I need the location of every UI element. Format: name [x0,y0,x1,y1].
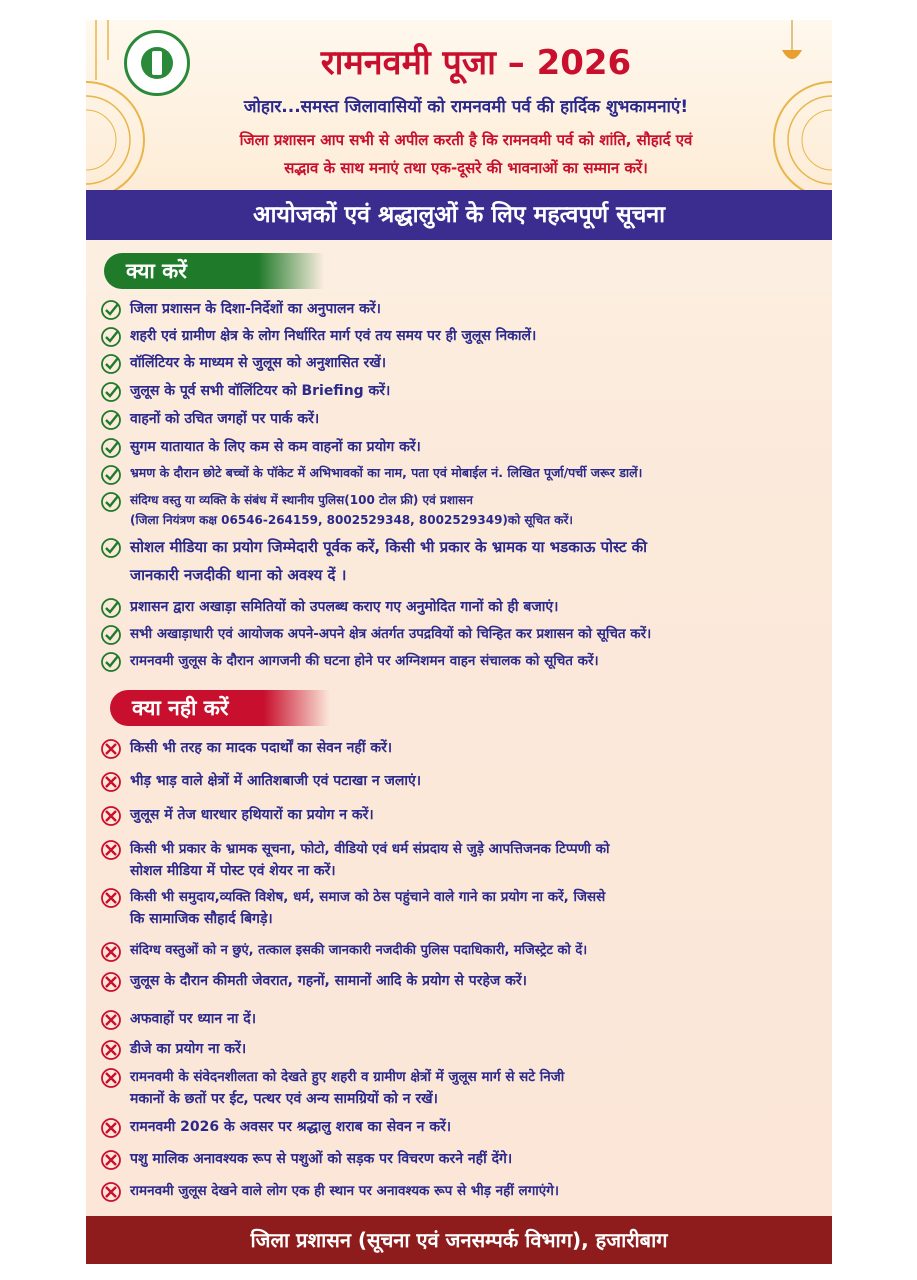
check-icon [100,624,122,646]
do-item-text: संदिग्ध वस्तु या व्यक्ति के संबंध में स्थानीय पुलिस(100 टोल फ्री) एवं प्रशासन [130,493,473,507]
dont-item [100,940,820,963]
dont-item-text: जुलूस में तेज धारधार हथियारों का प्रयोग न करें। [130,807,374,823]
appeal-line-1: जिला प्रशासन आप सभी से अपील करती है कि रामनवमी पर्व को शांति, सौहार्द एवं [239,131,693,149]
dont-item-continuation [130,1088,832,1110]
do-item-text: सोशल मीडिया का प्रयोग जिम्मेदारी पूर्वक करें, किसी भी प्रकार के भ्रामक या भडकाऊ पोस्ट की [130,538,648,556]
cross-icon [100,1149,122,1171]
do-item [100,352,820,375]
do-item [100,596,820,619]
do-item-text: सभी अखाड़ाधारी एवं आयोजक अपने-अपने क्षेत्र अंतर्गत उपद्रवियों को चिन्हित कर प्रशासन को सूचित करें। [130,626,652,642]
cross-icon [100,1039,122,1061]
dont-item [100,1116,820,1139]
dont-item-text: रामनवमी 2026 के अवसर पर श्रद्धालु शराब का सेवन न करें। [130,1119,452,1135]
do-item-text: जानकारी नजदीकी थाना को अवश्य दें । [130,566,347,584]
dont-item-text: रामनवमी जुलूस देखने वाले लोग एक ही स्थान पर अनावश्यक रूप से भीड़ नहीं लगाएंगे। [130,1183,559,1199]
dont-item-text: मकानों के छतों पर ईट, पत्थर एवं अन्य सामग्रियों को न रखें। [130,1091,438,1107]
check-icon [100,491,122,513]
dont-item-continuation [130,908,832,930]
check-icon [100,651,122,673]
do-item [100,623,820,646]
do-item [100,380,820,403]
dont-item [100,804,820,827]
do-item-continuation [130,510,832,530]
check-icon [100,353,122,375]
cross-icon [100,771,122,793]
do-item [100,536,820,559]
dont-item [100,737,820,760]
dont-item-text: किसी भी प्रकार के भ्रामक सूचना, फोटो, वीडियो एवं धर्म संप्रदाय से जुड़े आपत्तिजनक टिप्पणी को [130,841,610,857]
do-item [100,650,820,673]
dont-item [100,1066,820,1089]
check-icon [100,464,122,486]
cross-icon [100,1009,122,1031]
cross-icon [100,1117,122,1139]
dont-item-text: जुलूस के दौरान कीमती जेवरात, गहनों, सामानों आदि के प्रयोग से परहेज करें। [130,973,527,989]
do-item-text: सुगम यातायात के लिए कम से कम वाहनों का प्रयोग करें। [130,439,421,455]
appeal-text [146,126,786,182]
dont-item [100,770,820,793]
dont-item-text: संदिग्ध वस्तुओं को न छुएं, तत्काल इसकी जानकारी नजदीकी पुलिस पदाधिकारी, मजिस्ट्रेट को दें। [130,943,588,958]
do-item [100,408,820,431]
notice-poster [86,20,832,1264]
cross-icon [100,1181,122,1203]
dont-item [100,838,820,861]
jharkhand-emblem-logo [124,30,190,96]
dont-item [100,1038,820,1061]
dont-item-text: पशु मालिक अनावश्यक रूप से पशुओं को सड़क पर विचरण करने नहीं देंगे। [130,1151,513,1167]
cross-icon [100,941,122,963]
cross-icon [100,738,122,760]
cross-icon [100,1067,122,1089]
dont-item-text: किसी भी तरह का मादक पदार्थों का सेवन नहीं करें। [130,740,393,756]
check-icon [100,597,122,619]
dont-item [100,970,820,993]
do-item-text: जुलूस के पूर्व सभी वॉलिंटियर को Briefing करें। [130,383,391,399]
dont-item [100,886,820,909]
do-item [100,325,820,348]
dont-item-text: सोशल मीडिया में पोस्ट एवं शेयर ना करें। [130,863,336,879]
do-item-text: प्रशासन द्वारा अखाड़ा समितियों को उपलब्ध कराए गए अनुमोदित गानों को ही बजाएं। [130,599,559,615]
cross-icon [100,887,122,909]
check-icon [100,299,122,321]
dont-item-text: डीजे का प्रयोग ना करें। [130,1041,247,1057]
dont-item-text: कि सामाजिक सौहार्द बिगड़े। [130,911,273,927]
do-item-text: जिला प्रशासन के दिशा-निर्देशों का अनुपालन करें। [130,301,381,317]
check-icon [100,381,122,403]
do-item-text: (जिला नियंत्रण कक्ष 06546-264159, 8002529348, 8002529349)को सूचित करें। [130,513,573,527]
do-item [100,298,820,321]
do-item [100,436,820,459]
dos-heading: क्या करें [104,253,324,289]
poster-header [86,20,832,194]
cross-icon [100,839,122,861]
greeting-text: जोहार...समस्त जिलावासियों को रामनवमी पर्व की हार्दिक शुभकामनाएं! [243,97,689,117]
donts-heading: क्या नही करें [110,690,330,726]
do-item [100,463,820,486]
dont-item-text: रामनवमी के संवेदनशीलता को देखते हुए शहरी व ग्रामीण क्षेत्रों में जुलूस मार्ग से सटे निजी [130,1069,565,1085]
check-icon [100,437,122,459]
do-item-text: वॉलिंटियर के माध्यम से जुलूस को अनुशासित रखें। [130,355,387,371]
do-item-continuation [130,564,832,586]
dont-item [100,1008,820,1031]
dont-item [100,1180,820,1203]
poster-title: रामनवमी पूजा – 2026 [320,43,632,83]
do-item-text: शहरी एवं ग्रामीण क्षेत्र के लोग निर्धारित मार्ग एवं तय समय पर ही जुलूस निकालें। [130,328,537,344]
check-icon [100,537,122,559]
dont-item-text: अफवाहों पर ध्यान ना दें। [130,1011,257,1027]
appeal-line-2: सद्भाव के साथ मनाएं तथा एक-दूसरे की भावनाओं का सम्मान करें। [284,159,648,177]
important-notice-banner: आयोजकों एवं श्रद्धालुओं के लिए महत्वपूर्ण सूचना [86,190,832,240]
dont-item-text: किसी भी समुदाय,व्यक्ति विशेष, धर्म, समाज को ठेस पहुंचाने वाले गाने का प्रयोग ना करें, जिससे [130,889,606,905]
do-item-text: रामनवमी जुलूस के दौरान आगजनी की घटना होने पर अग्निशमन वाहन संचालक को सूचित करें। [130,653,599,669]
check-icon [100,409,122,431]
do-item-text: वाहनों को उचित जगहों पर पार्क करें। [130,411,320,427]
cross-icon [100,805,122,827]
footer-issuer: जिला प्रशासन (सूचना एवं जनसम्पर्क विभाग), हजारीबाग [86,1216,832,1264]
do-item-text: भ्रमण के दौरान छोटे बच्चों के पॉकेट में अभिभावकों का नाम, पता एवं मोबाईल नं. लिखित पूर्जा/पर्ची जरूर डालें। [130,465,643,480]
check-icon [100,326,122,348]
cross-icon [100,971,122,993]
dont-item [100,1148,820,1171]
dont-item-text: भीड़ भाड़ वाले क्षेत्रों में आतिशबाजी एवं पटाखा न जलाएं। [130,773,422,789]
dont-item-continuation [130,860,832,882]
